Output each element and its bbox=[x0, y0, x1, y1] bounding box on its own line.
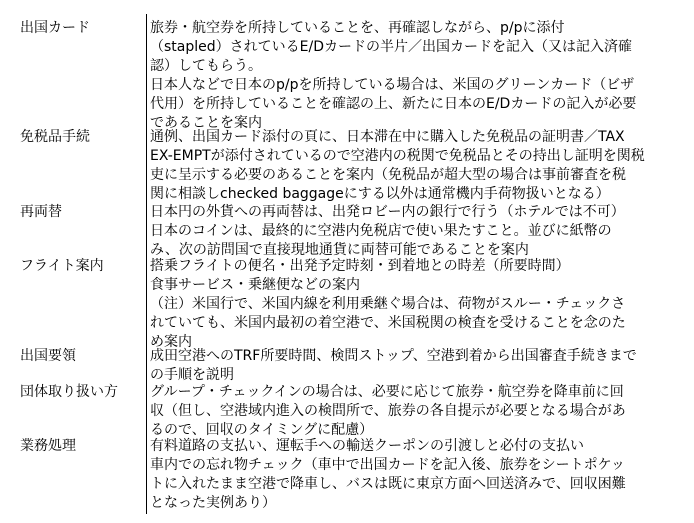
description-line: 日本円の外貨への再両替は、出発ロビー内の銀行で行う（ホテルでは不可） bbox=[150, 204, 625, 220]
description-line: 日本のコインは、最終的に空港内免税店で使い果たすこと。並びに紙幣の bbox=[150, 223, 612, 239]
description-line: るので、回収のタイミングに配慮） bbox=[150, 422, 374, 438]
description-line: （注）米国行で、米国内線を利用乗継ぐ場合は、荷物がスルー・チェックさ bbox=[150, 296, 626, 312]
description-line: れていても、米国内最初の着空港で、米国税関の検査を受けることを念のた bbox=[150, 315, 626, 331]
description-line: 成田空港へのTRF所要時間、検問ストップ、空港到着から出国審査手続きまで bbox=[150, 348, 637, 364]
description-line: 通例、出国カード添付の頁に、日本滞在中に購入した免税品の証明書／TAX bbox=[150, 129, 625, 145]
description-line: EX-EMPTが添付されているので空港内の税関で免税品とその持出し証明を関税 bbox=[150, 148, 645, 164]
description-line: 旅券・航空券を所持していることを、再確認しながら、p/pに添付 bbox=[150, 20, 565, 36]
row-label: 出国要領 bbox=[20, 348, 76, 364]
row-label: 免税品手続 bbox=[20, 129, 90, 145]
row-description bbox=[150, 128, 690, 204]
row-label: フライト案内 bbox=[20, 258, 104, 274]
row-label: 出国カード bbox=[20, 20, 90, 36]
description-line: み、次の訪問国で直接現地通貨に両替可能であることを案内 bbox=[150, 242, 529, 258]
description-line: 吏に呈示する必要のあることを案内（免税品が超大型の場合は事前審査を税 bbox=[150, 167, 626, 183]
description-line: 収（但し、空港域内進入の検問所で、旅券の各自提示が必要となる場合があ bbox=[150, 403, 626, 419]
description-line: 代用）を所持していることを確認の上、新たに日本のE/Dカードの記入が必要 bbox=[150, 96, 637, 112]
row-description bbox=[150, 347, 690, 385]
row-description bbox=[150, 383, 690, 440]
description-line: の手順を説明 bbox=[150, 367, 234, 383]
description-line: 日本人などで日本のp/pを所持している場合は、米国のグリーンカード（ビザ bbox=[150, 77, 635, 93]
row-label: 団体取り扱い方 bbox=[20, 384, 118, 400]
row-description bbox=[150, 257, 690, 352]
description-line: 搭乗フライトの便名・出発予定時刻・到着地との時差（所要時間） bbox=[150, 258, 570, 274]
description-line: 車内での忘れ物チェック（車中で出国カードを記入後、旅券をシートポケッ bbox=[150, 457, 625, 473]
description-line: め案内 bbox=[150, 334, 192, 350]
description-line: グループ・チェックインの場合は、必要に応じて旅券・航空券を降車前に回 bbox=[150, 384, 624, 400]
row-description bbox=[150, 203, 690, 260]
description-line: 有料道路の支払い、運転手への輸送クーポンの引渡しと必付の支払い bbox=[150, 438, 584, 454]
row-description bbox=[150, 19, 690, 133]
description-line: 関に相談しchecked baggageにする以外は通常機内手荷物扱いとなる） bbox=[150, 186, 610, 202]
description-line: トに入れたまま空港で降車し、バスは既に東京方面へ回送済みで、回収困難 bbox=[150, 476, 626, 492]
row-description bbox=[150, 437, 690, 513]
description-line: となった実例あり） bbox=[150, 495, 276, 511]
row-label: 再両替 bbox=[20, 204, 62, 220]
description-line: （stapled）されているE/Dカードの半片／出国カードを記入（又は記入済確 bbox=[150, 39, 632, 55]
column-divider bbox=[146, 14, 147, 514]
description-line: 食事サービス・乗継便などの案内 bbox=[150, 277, 360, 293]
row-label: 業務処理 bbox=[20, 438, 76, 454]
description-line: であることを案内 bbox=[150, 115, 262, 131]
description-line: 認）してもらう。 bbox=[150, 58, 262, 74]
